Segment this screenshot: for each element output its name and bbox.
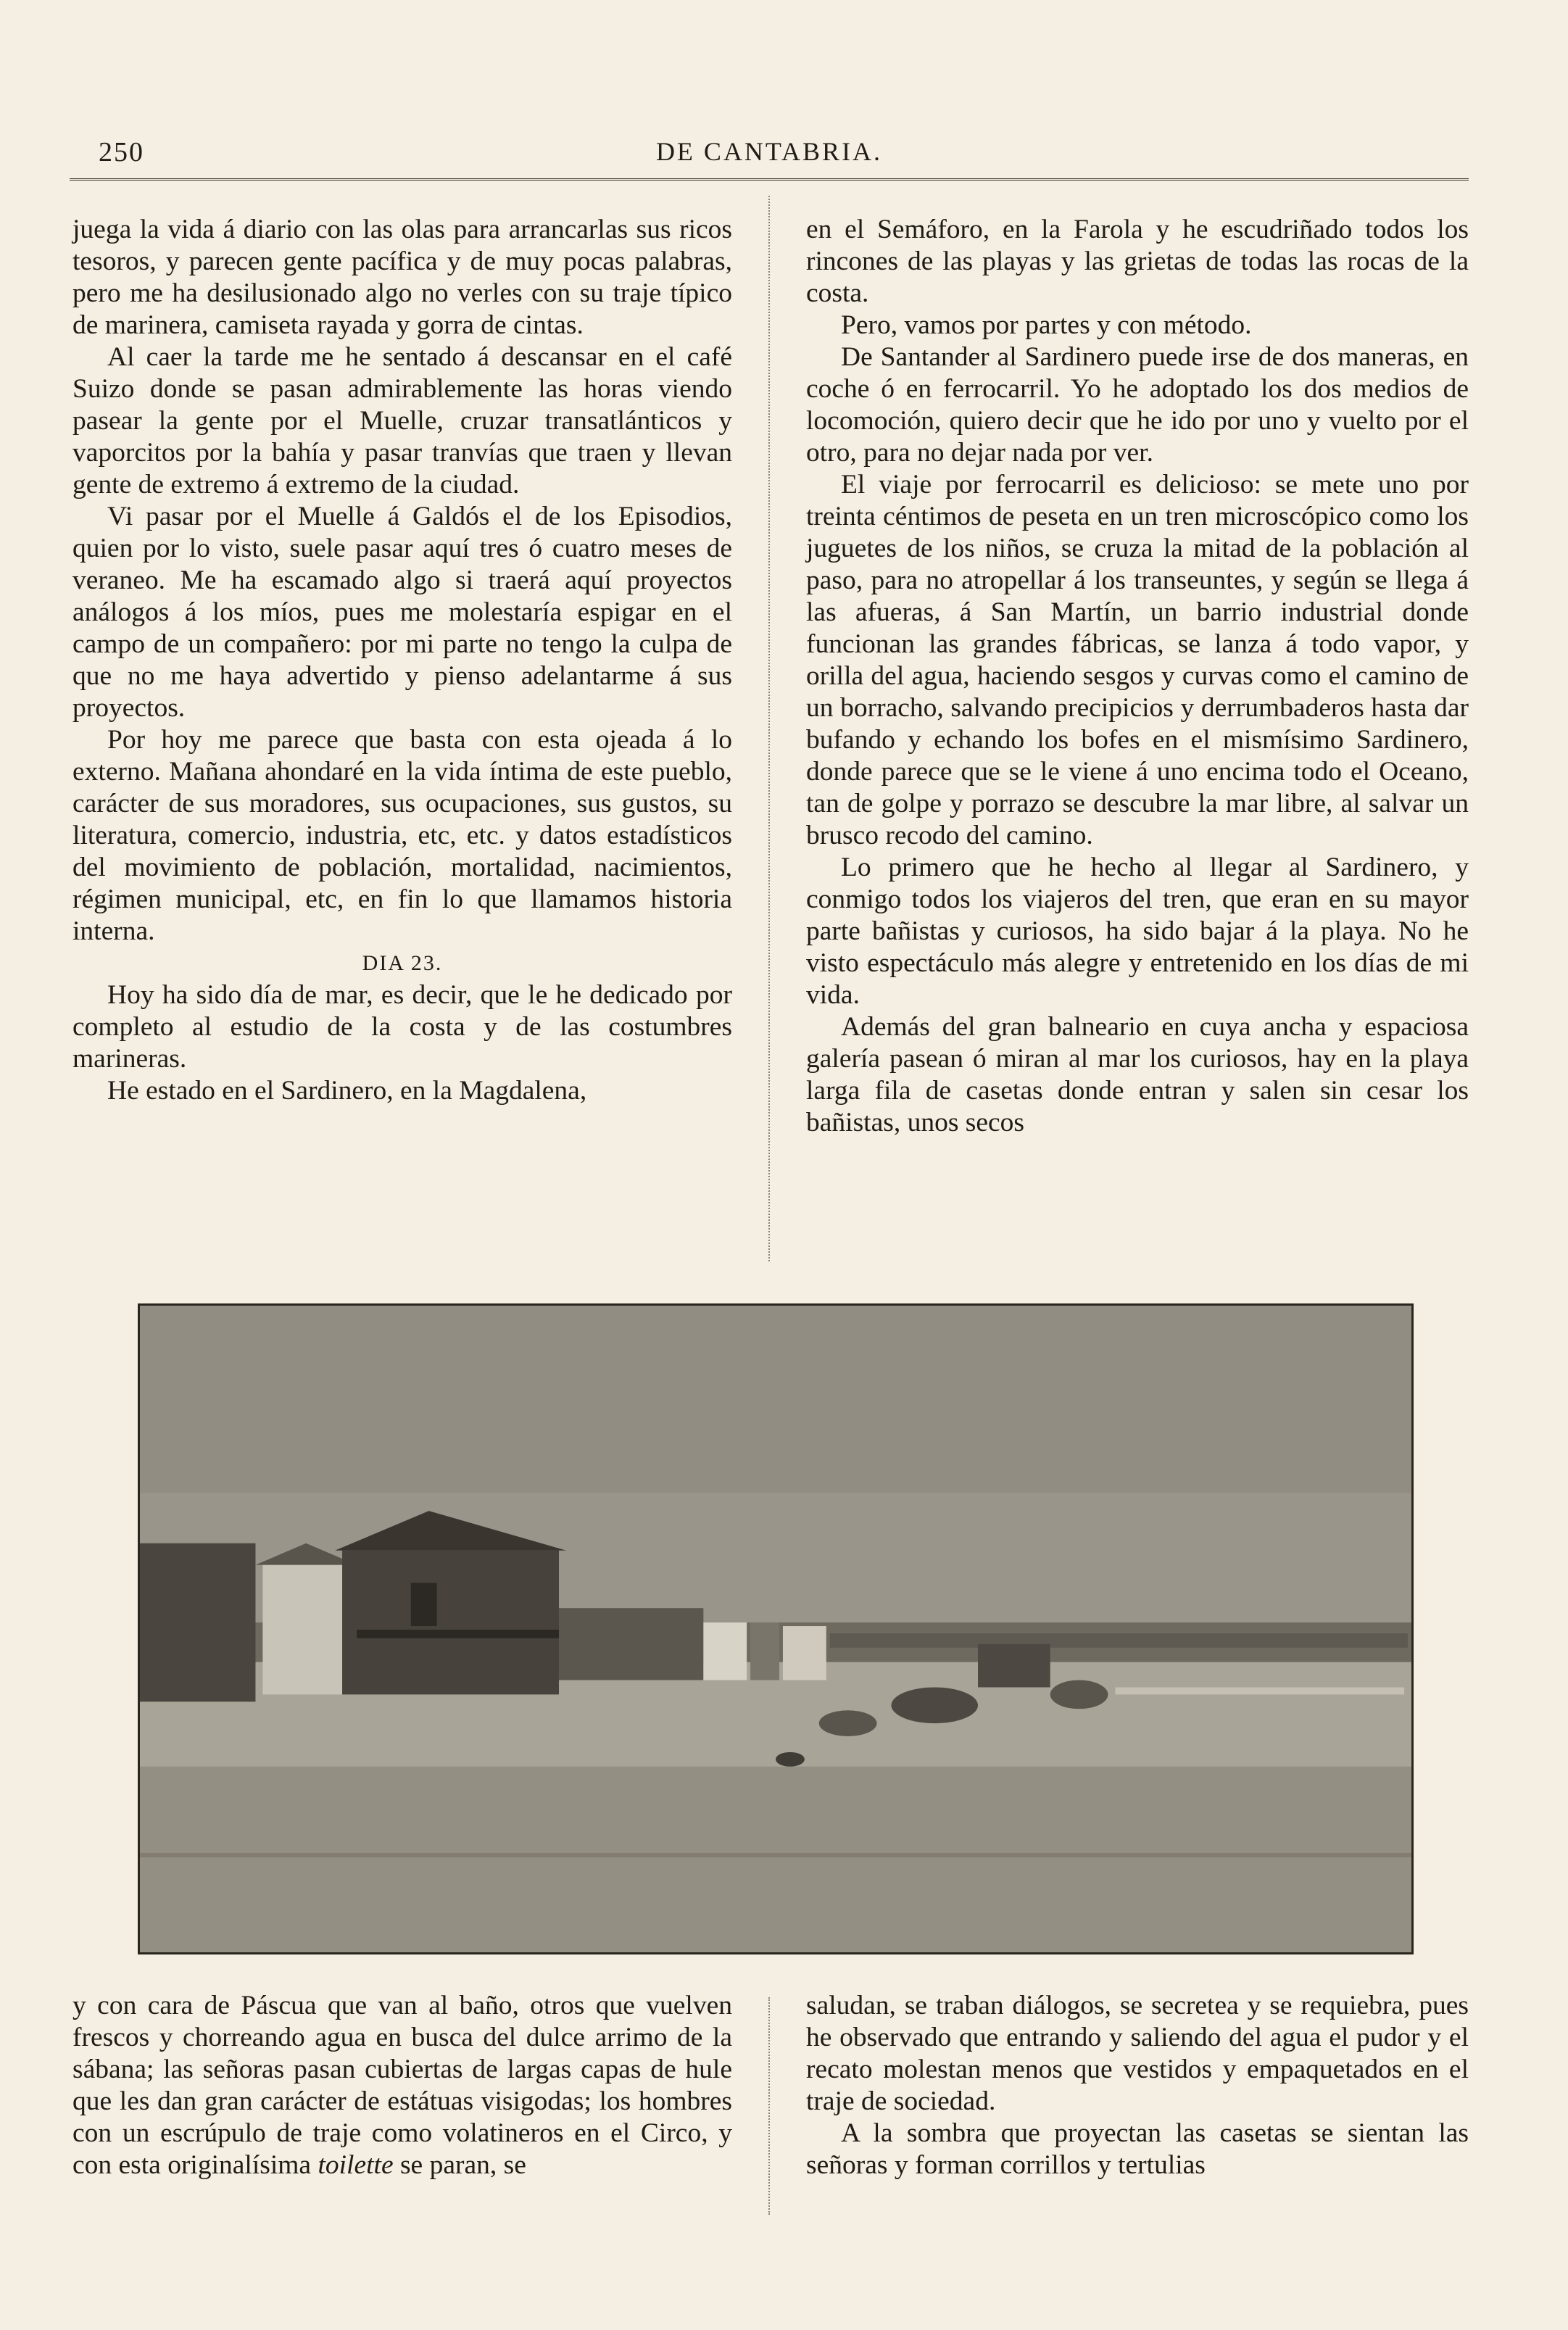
page-number: 250	[99, 137, 144, 167]
header-rule	[70, 178, 1469, 185]
paragraph: De Santander al Sardinero puede irse de dos maneras, en coche ó en ferrocarril. Yo he adoptado los dos medios de locomoción, quiero decir que he ido por uno y vuelto por el otro, para no dejar nada por ver.	[806, 342, 1469, 468]
paragraph: saludan, se traban diálogos, se secretea y se requiebra, pues he observado que entrando y saliendo del agua el pudor y el recato molestan menos que vestidos y empaquetados en el traje de sociedad.	[806, 1991, 1469, 2116]
paragraph: Hoy ha sido día de mar, es decir, que le he dedicado por completo al estudio de la costa y de las costumbres marineras.	[72, 980, 732, 1074]
paragraph: Vi pasar por el Muelle á Galdós el de los Episodios, quien por lo visto, suele pasar aquí tres ó cuatro meses de veraneo. Me ha escamado algo si traerá aquí proyectos análogos á los míos, pues me molestaría espigar en el campo de un compañero: por mi parte no tengo la culpa de que no me haya advertido y pienso adelantarme á sus proyectos.	[72, 502, 732, 723]
left-column-bottom	[72, 1990, 732, 2181]
running-head: DE CANTABRIA.	[655, 137, 883, 166]
italic-word: toilette	[318, 2150, 394, 2180]
paragraph	[72, 1990, 732, 2181]
right-column-top	[806, 214, 1469, 1139]
right-column-bottom	[806, 1990, 1469, 2181]
left-column-top	[72, 214, 732, 1107]
section-heading: DIA 23.	[362, 951, 443, 975]
paragraph: Pero, vamos por partes y con método.	[841, 310, 1252, 340]
paragraph: juega la vida á diario con las olas para arrancarlas sus ricos tesoros, y parecen gente pacífica y de muy pocas palabras, pero me ha desilusionado algo no verles con su traje típico de marinera, camiseta rayada y gorra de cintas.	[72, 215, 732, 340]
column-divider	[768, 1997, 770, 2215]
paragraph: Por hoy me parece que basta con esta ojeada á lo externo. Mañana ahondaré en la vida íntima de este pueblo, carácter de sus moradores, sus ocupaciones, sus gustos, su literatura, comercio, industria, etc, etc. y datos estadísticos del movimiento de población, mortalidad, nacimientos, régimen municipal, etc, en fin lo que llamamos historia interna.	[72, 725, 732, 946]
beach-illustration	[138, 1303, 1414, 1954]
paragraph: Además del gran balneario en cuya ancha y espaciosa galería pasean ó miran al mar los curiosos, hay en la playa larga fila de casetas donde entran y salen sin cesar los bañistas, unos secos	[806, 1012, 1469, 1137]
paragraph: Lo primero que he hecho al llegar al Sardinero, y conmigo todos los viajeros del tren, que eran en su mayor parte bañistas y curiosos, ha sido bajar á la playa. No he visto espectáculo más alegre y entretenido en los días de mi vida.	[806, 853, 1469, 1010]
paragraph: A la sombra que proyectan las casetas se sientan las señoras y forman corrillos y tertulias	[806, 2118, 1469, 2180]
paragraph: El viaje por ferrocarril es delicioso: se mete uno por treinta céntimos de peseta en un tren microscópico como los juguetes de los niños, se cruza la mitad de la población al paso, para no atropellar á los transeuntes, y según se llega á las afueras, á San Martín, un barrio industrial donde funcionan las grandes fábricas, se lanza á todo vapor, y orilla del agua, haciendo sesgos y curvas como el camino de un borracho, salvando precipicios y derrumbaderos hasta dar bufando y echando los bofes en el mismísimo Sardinero, donde parece que se le viene á uno encima todo el Oceano, tan de golpe y porrazo se descubre la mar libre, al salvar un brusco recodo del camino.	[806, 470, 1469, 850]
paragraph-text: y con cara de Páscua que van al baño, otros que vuelven frescos y chorreando agua en busca del dulce arrimo de la sábana; las señoras pasan cubiertas de largas capas de hule que les dan gran carácter de estátuas visigodas; los hombres con un escrúpulo de traje como volatineros en el Circo, y con esta originalísima	[72, 1991, 732, 2180]
paragraph: Al caer la tarde me he sentado á descansar en el café Suizo donde se pasan admirablemente las horas viendo pasear la gente por el Muelle, cruzar transatlánticos y vaporcitos por la bahía y pasar tranvías que traen y llevan gente de extremo á extremo de la ciudad.	[72, 342, 732, 499]
paragraph-text: se paran, se	[393, 2150, 526, 2180]
paragraph: en el Semáforo, en la Farola y he escudriñado todos los rincones de las playas y las grietas de todas las rocas de la costa.	[806, 215, 1469, 308]
paragraph: He estado en el Sardinero, en la Magdalena,	[107, 1076, 587, 1106]
column-divider	[768, 196, 770, 1261]
page-header	[70, 129, 1469, 173]
beach-scene-image	[140, 1306, 1411, 1952]
